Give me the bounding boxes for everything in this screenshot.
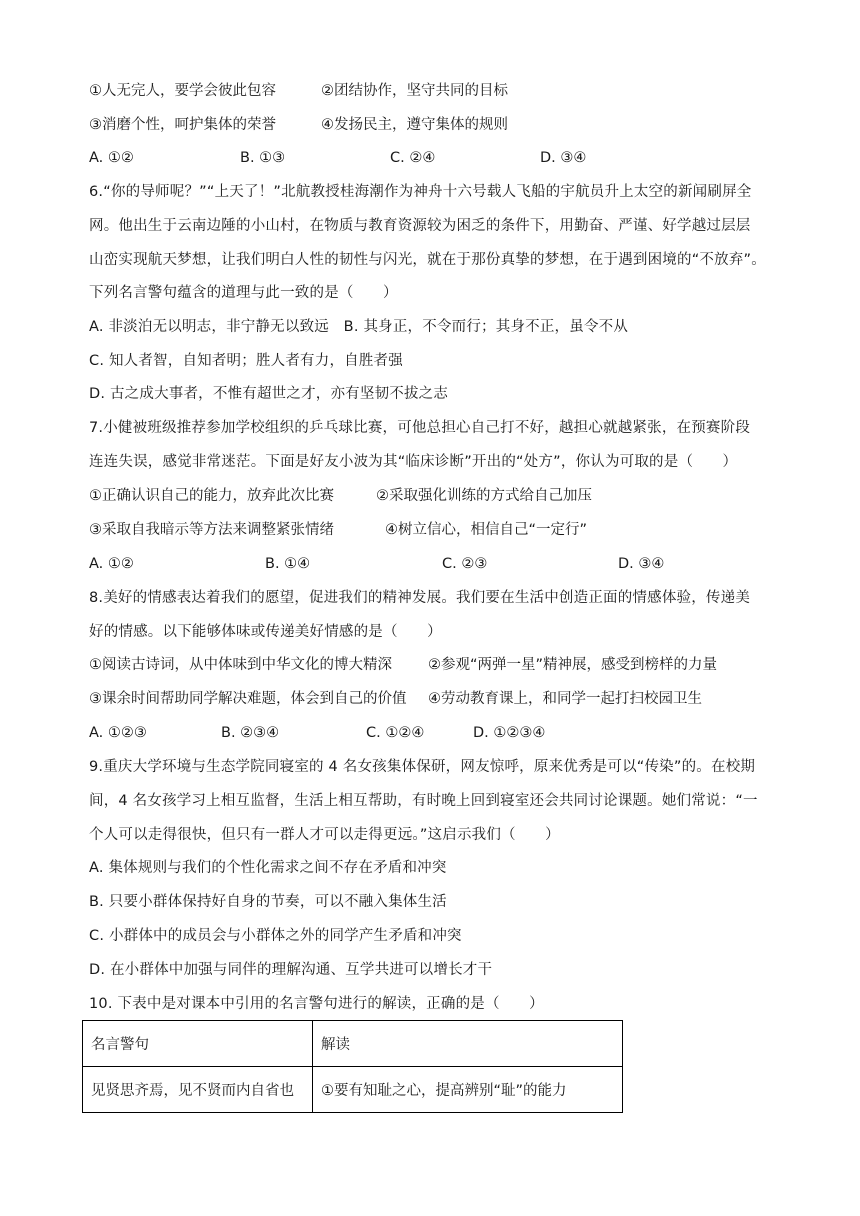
q9-option-d: D. 在小群体中加强与同伴的理解沟通、互学共进可以增长才干 <box>89 962 493 978</box>
q6-stem-line-2: 网。他出生于云南边陲的小山村，在物质与教育资源较为困乏的条件下，用勤奋、严谨、好学越过层层 <box>89 218 751 234</box>
q6-option-c: C. 知人者智，自知者明；胜人者有力，自胜者强 <box>89 353 403 369</box>
q6-option-d: D. 古之成大事者，不惟有超世之才，亦有坚韧不拔之志 <box>89 386 449 402</box>
q9-stem-line-1: 9.重庆大学环境与生态学院同寝室的 4 名女孩集体保研，网友惊呼，原来优秀是可以“传染”的。在校期 <box>89 759 756 775</box>
q7-stem-line-2: 连连失误，感觉非常迷茫。下面是好友小波为其“临床诊断”开出的“处方”，你认为可取的是（ ） <box>89 454 738 470</box>
q8-option-a: A. ①②③ <box>89 725 147 741</box>
q7-option-a: A. ①② <box>89 556 134 572</box>
q9-option-a: A. 集体规则与我们的个性化需求之间不存在矛盾和冲突 <box>89 860 447 876</box>
q5-option-a: A. ①② <box>89 150 134 166</box>
table-row <box>83 1067 623 1113</box>
table-cell: 见贤思齐焉，见不贤而内自省也 <box>83 1067 313 1113</box>
q7-item-2: ②采取强化训练的方式给自己加压 <box>376 488 592 504</box>
q5-item-3: ③消磨个性，呵护集体的荣誉 <box>89 117 276 133</box>
q8-option-c: C. ①②④ <box>366 725 425 741</box>
q9-stem-line-2: 间，4 名女孩学习上相互监督，生活上相互帮助，有时晚上回到寝室还会共同讨论课题。她们常说：“一 <box>89 793 758 809</box>
q6-option-ab: A. 非淡泊无以明志，非宁静无以致远 B. 其身正，不令而行；其身不正，虽令不从 <box>89 319 629 335</box>
q8-option-b: B. ②③④ <box>221 725 280 741</box>
q10-stem: 10. 下表中是对课本中引用的名言警句进行的解读，正确的是（ ） <box>89 996 544 1012</box>
q8-option-d: D. ①②③④ <box>473 725 546 741</box>
q7-item-1: ①正确认识自己的能力，放弃此次比赛 <box>89 488 334 504</box>
q7-option-d: D. ③④ <box>618 556 665 572</box>
q5-option-c: C. ②④ <box>390 150 436 166</box>
q6-stem-line-1: 6.“你的导师呢？”“上天了！”北航教授桂海潮作为神舟十六号载人飞船的宇航员升上太空的新闻刷屏全 <box>89 184 752 200</box>
q7-option-c: C. ②③ <box>442 556 488 572</box>
q5-option-d: D. ③④ <box>540 150 587 166</box>
q9-option-b: B. 只要小群体保持好自身的节奏，可以不融入集体生活 <box>89 894 447 910</box>
q8-stem-line-1: 8.美好的情感表达着我们的愿望，促进我们的精神发展。我们要在生活中创造正面的情感体验，传递美 <box>89 590 751 606</box>
q7-item-3: ③采取自我暗示等方法来调整紧张情绪 <box>89 522 334 538</box>
q8-item-1: ①阅读古诗词，从中体味到中华文化的博大精深 <box>89 657 392 673</box>
q8-item-2: ②参观“两弹一星”精神展，感受到榜样的力量 <box>428 657 718 673</box>
q10-table <box>82 1020 623 1113</box>
q8-item-3: ③课余时间帮助同学解决难题，体会到自己的价值 <box>89 691 407 707</box>
table-cell: ①要有知耻之心，提高辨别“耻”的能力 <box>313 1067 623 1113</box>
q6-stem-line-4: 下列名言警句蕴含的道理与此一致的是（ ） <box>89 285 398 301</box>
q5-option-b: B. ①③ <box>240 150 286 166</box>
table-header-cell: 名言警句 <box>83 1021 313 1067</box>
q8-item-4: ④劳动教育课上，和同学一起打扫校园卫生 <box>428 691 702 707</box>
q5-item-4: ④发扬民主，遵守集体的规则 <box>321 117 508 133</box>
q6-stem-line-3: 山峦实现航天梦想，让我们明白人性的韧性与闪光，就在于那份真挚的梦想，在于遇到困境的“不放弃”。 <box>89 252 766 268</box>
q8-stem-line-2: 好的情感。以下能够体味或传递美好情感的是（ ） <box>89 624 442 640</box>
q5-item-2: ②团结协作，坚守共同的目标 <box>321 83 508 99</box>
table-header-row <box>83 1021 623 1067</box>
q7-stem-line-1: 7.小健被班级推荐参加学校组织的乒乓球比赛，可他总担心自己打不好，越担心就越紧张，在预赛阶段 <box>89 420 751 436</box>
table-header-cell: 解读 <box>313 1021 623 1067</box>
q5-item-1: ①人无完人，要学会彼此包容 <box>89 83 276 99</box>
q9-option-c: C. 小群体中的成员会与小群体之外的同学产生矛盾和冲突 <box>89 928 462 944</box>
q9-stem-line-3: 个人可以走得很快，但只有一群人才可以走得更远。”这启示我们（ ） <box>89 827 560 843</box>
q7-option-b: B. ①④ <box>265 556 311 572</box>
q7-item-4: ④树立信心，相信自己“一定行” <box>385 522 588 538</box>
